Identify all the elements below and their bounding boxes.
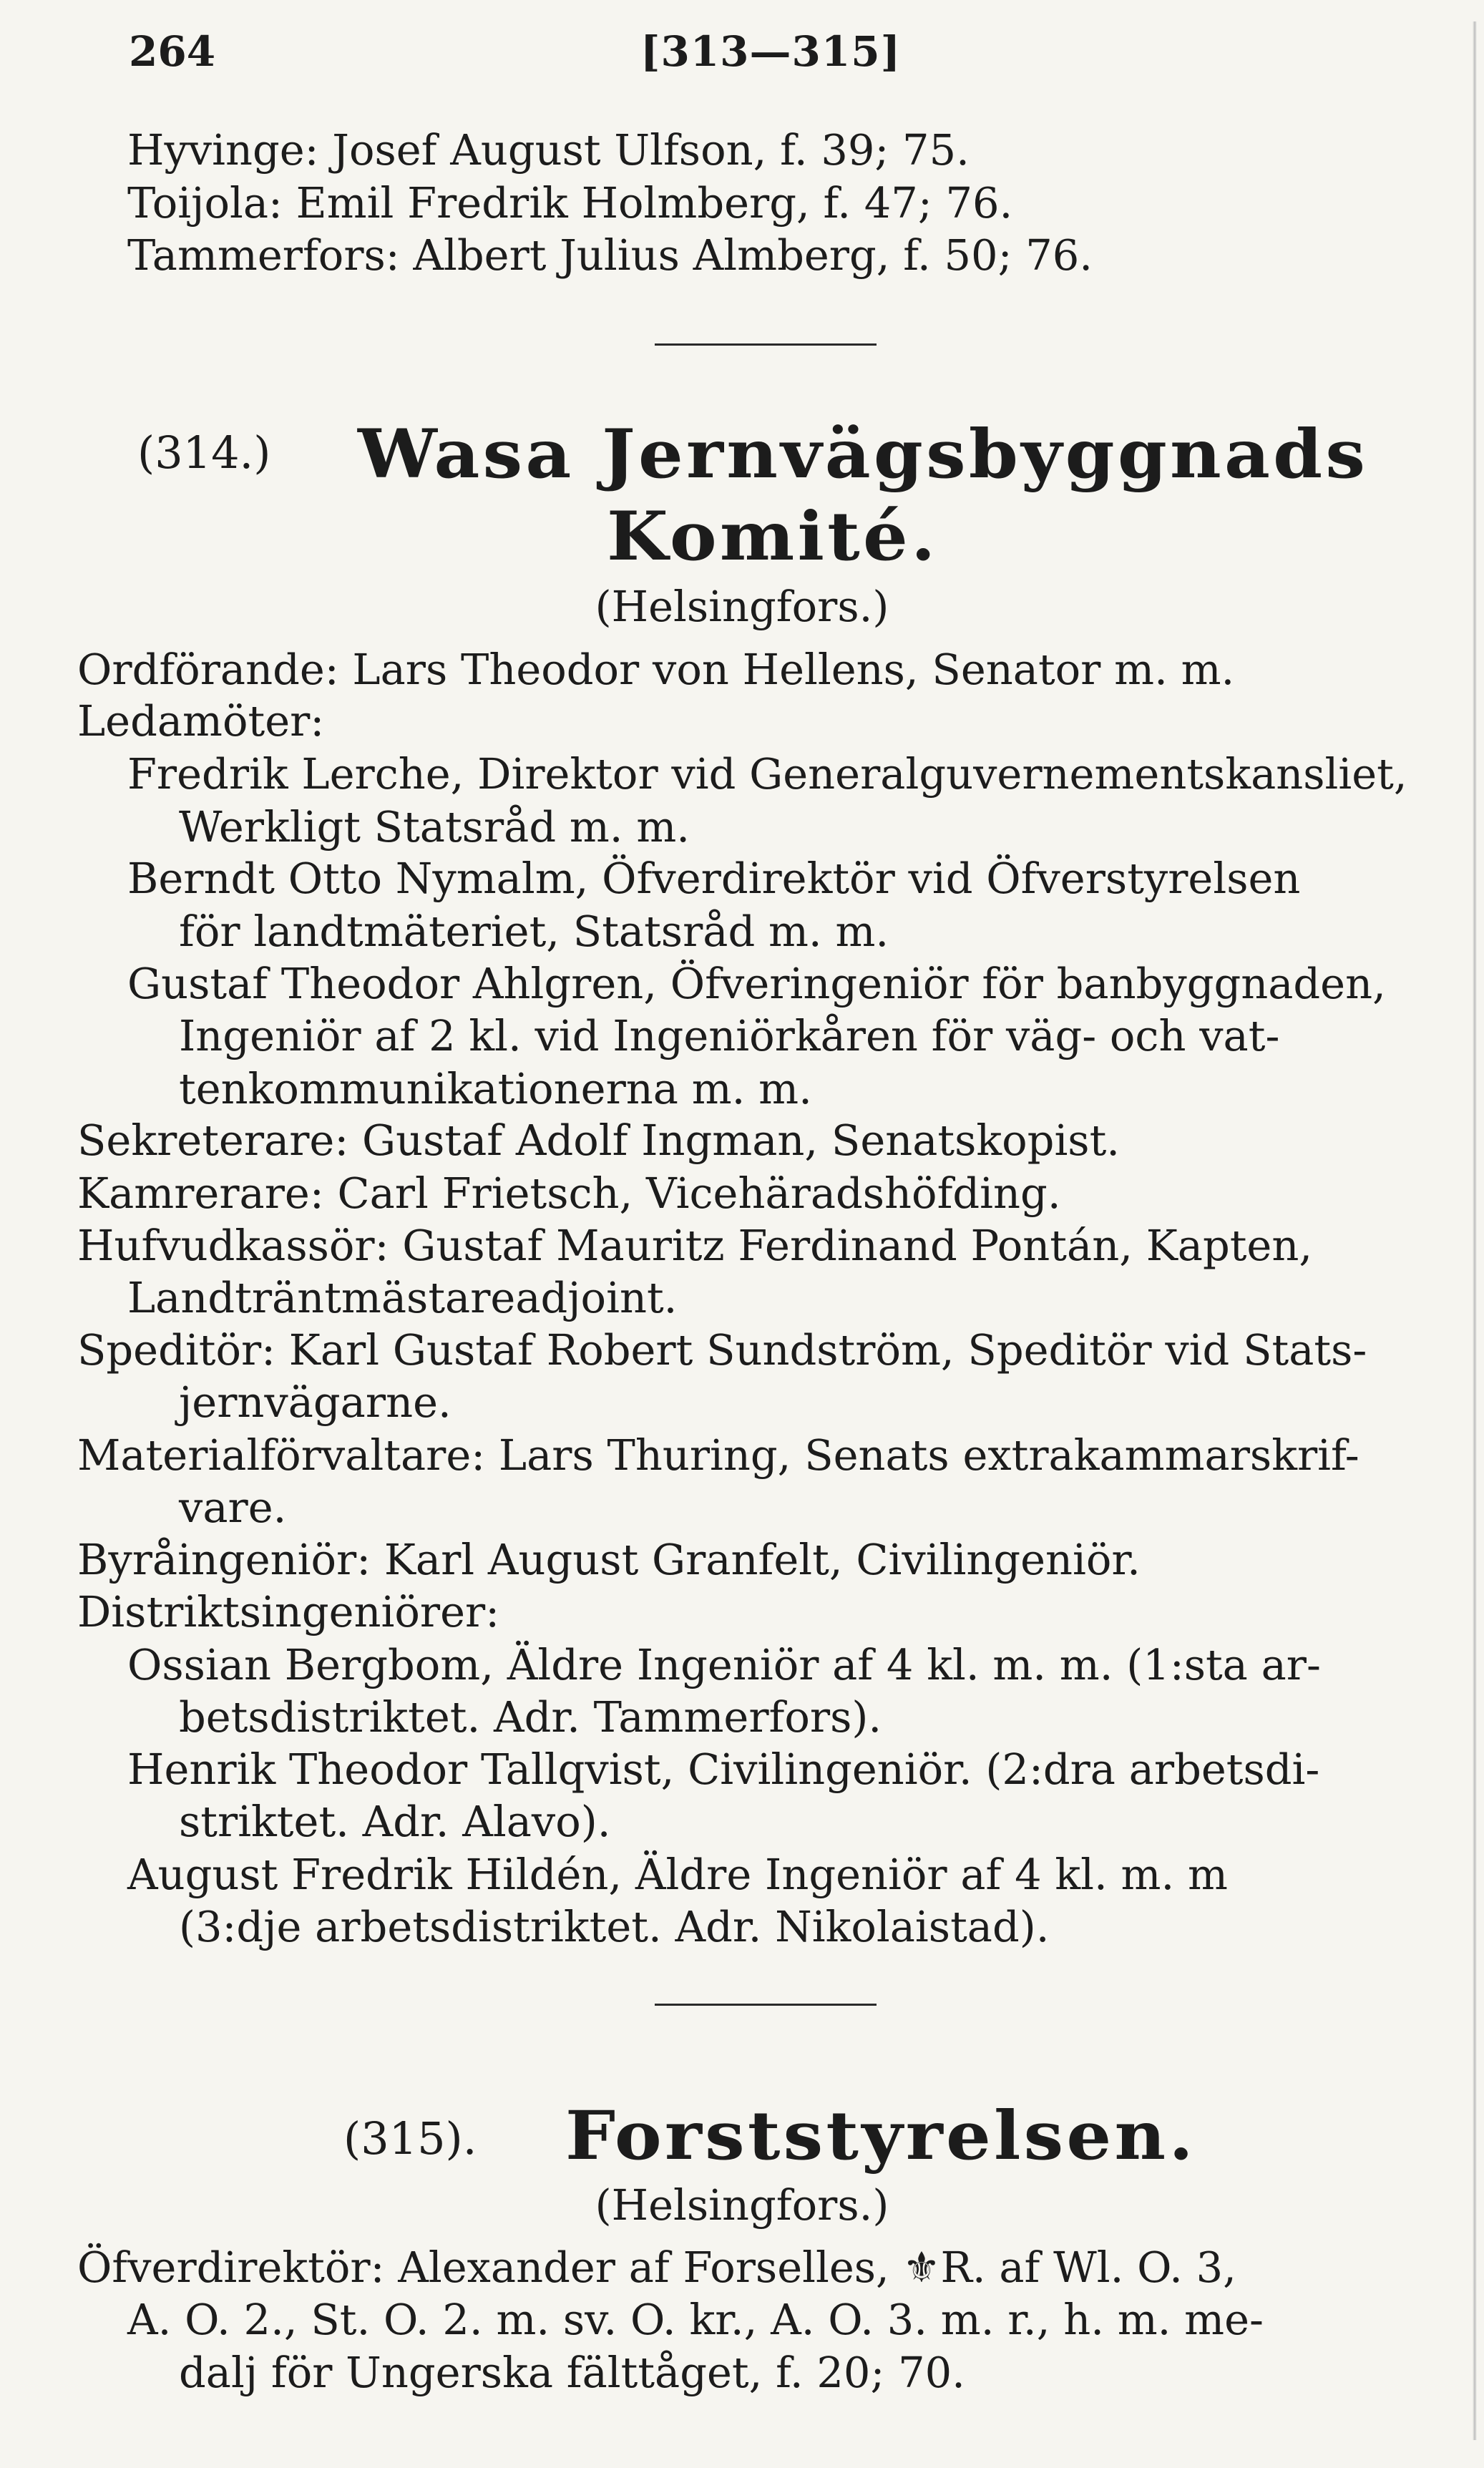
section-number: (314.) (137, 426, 271, 479)
page-number: 264 (129, 27, 216, 76)
entry-line: Berndt Otto Nymalm, Öfverdirektör vid Öfverstyrelsen (127, 854, 1301, 903)
entry-line: jernvägarne. (179, 1377, 451, 1427)
section-title: Wasa Jernvägsbyggnads (358, 415, 1369, 494)
section-number: (315). (343, 2112, 477, 2165)
entry-line: Ordförande: Lars Theodor von Hellens, Senator m. m. (77, 645, 1235, 694)
entry-line: Toijola: Emil Fredrik Holmberg, f. 47; 76. (127, 178, 1013, 228)
entry-line: tenkommunikationerna m. m. (179, 1064, 812, 1113)
entry-line: Ledamöter: (77, 696, 325, 746)
page-edge-shadow (1473, 21, 1477, 2440)
section-location: (Helsingfors.) (595, 2180, 889, 2230)
entry-line: betsdistriktet. Adr. Tammerfors). (179, 1692, 882, 1742)
entry-line: A. O. 2., St. O. 2. m. sv. O. kr., A. O. 3. m. r., h. m. me- (127, 2295, 1264, 2344)
section-location: (Helsingfors.) (595, 582, 889, 631)
entry-line: Byråingeniör: Karl August Granfelt, Civilingeniör. (77, 1535, 1141, 1584)
entry-line: vare. (179, 1483, 287, 1532)
entry-line: Öfverdirektör: Alexander af Forselles, ⚜R. af Wl. O. 3, (77, 2243, 1236, 2292)
entry-line: för landtmäteriet, Statsråd m. m. (179, 907, 889, 956)
entry-line: Henrik Theodor Tallqvist, Civilingeniör. (2:dra arbetsdi- (127, 1745, 1320, 1794)
entry-line: Ossian Bergbom, Äldre Ingeniör af 4 kl. m. m. (1:sta ar- (127, 1640, 1321, 1689)
entry-line: Kamrerare: Carl Frietsch, Vicehäradshöfding. (77, 1169, 1061, 1218)
section-divider (655, 2004, 877, 2006)
entry-line: Materialförvaltare: Lars Thuring, Senats extrakammarskrif- (77, 1430, 1359, 1480)
entry-line: dalj för Ungerska fälttåget, f. 20; 70. (179, 2348, 965, 2397)
entry-line: Tammerfors: Albert Julius Almberg, f. 50; 76. (127, 230, 1093, 280)
entry-line: Gustaf Theodor Ahlgren, Öfveringeniör för banbyggnaden, (127, 959, 1386, 1008)
section-divider (655, 343, 877, 346)
entry-line: Ingeniör af 2 kl. vid Ingeniörkåren för väg- och vat- (179, 1011, 1280, 1060)
entry-line: Landträntmästareadjoint. (127, 1273, 678, 1322)
section-title: Forststyrelsen. (565, 2097, 1196, 2175)
entry-line: Sekreterare: Gustaf Adolf Ingman, Senatskopist. (77, 1116, 1121, 1165)
entry-line: Hyvinge: Josef August Ulfson, f. 39; 75. (127, 125, 970, 175)
entry-line: Speditör: Karl Gustaf Robert Sundström, Speditör vid Stats- (77, 1325, 1367, 1375)
running-head: [313—315] (640, 27, 902, 76)
section-title-continued: Komité. (607, 497, 939, 576)
entry-line: Hufvudkassör: Gustaf Mauritz Ferdinand Pontán, Kapten, (77, 1221, 1313, 1270)
entry-line: Werkligt Statsråd m. m. (179, 802, 690, 852)
entry-line: striktet. Adr. Alavo). (179, 1797, 611, 1846)
entry-line: (3:dje arbetsdistriktet. Adr. Nikolaistad). (179, 1902, 1050, 1951)
entry-line: Distriktsingeniörer: (77, 1587, 500, 1637)
page-header (0, 14, 1484, 86)
entry-line: August Fredrik Hildén, Äldre Ingeniör af 4 kl. m. m (127, 1850, 1228, 1899)
entry-line: Fredrik Lerche, Direktor vid Generalguvernementskansliet, (127, 749, 1407, 799)
